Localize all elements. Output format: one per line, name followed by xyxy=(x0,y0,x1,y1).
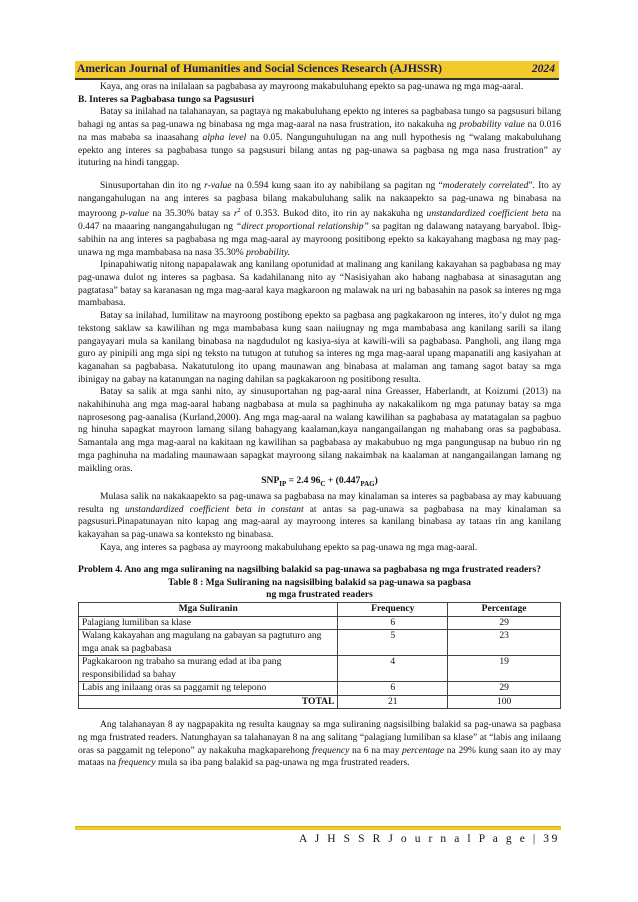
table-cell: 6 xyxy=(338,616,448,630)
table-cell: Palagiang lumiliban sa klase xyxy=(79,616,338,630)
table-cell: 6 xyxy=(338,682,448,696)
table-cell: 23 xyxy=(448,630,561,656)
footer-divider xyxy=(75,826,561,830)
section-heading: B. Interes sa Pagbabasa tungo sa Pagsusuri xyxy=(78,93,255,105)
paragraph: Ipinapahiwatig nitong napapalawak ang kanilang opotunidad at malinang ang kanilang kakayahan sa pagbabasa ng may pag-unawa dulot ng interes sa pagbasa. Sa kadahilanang nito ay “Nasisiyahan ako habang nagbabasa at sinasagutan ang pagtatasa” batay sa karanasan ng mga mag-aaral kaya magkaroon ng malawak na uri ng babasahin na pasok sa interes ng mga mambabasa. xyxy=(78,259,561,309)
table-row xyxy=(79,630,561,656)
table-cell: Pagkakaroon ng trabaho sa murang edad at iba pang responsibilidad sa bahay xyxy=(79,656,338,682)
paragraph: Kaya, ang interes sa pagbasa ay mayroong makabuluhang epekto sa pag-unawa ng mga mag-aaral. xyxy=(100,541,478,553)
table-row xyxy=(79,682,561,696)
problem-heading: Problem 4. Ano ang mga suliraning na nagsilbing balakid sa pag-unawa sa pagbabasa ng mga frustrated readers? xyxy=(78,564,542,576)
table-cell: Labis ang inilaang oras sa paggamit ng telepono xyxy=(79,682,338,696)
table-header-row xyxy=(79,603,561,617)
table-cell: 5 xyxy=(338,630,448,656)
paragraph: Batay sa inilahad na talahanayan, sa pagtaya ng makabuluhang epekto ng interes sa pagbabasa tungo sa pagsusuri bilang bahagi ng antas sa pag-unawa ng binabasa ng mga mag-aaral na nasa frustration, ito nakakuha ng probability value na 0.016 na mas mababa sa inaasahang alpha level na 0.05. Nangunguhulugan na ang null hypothesis ng “walang makabuluhang epekto ang interes sa pagbabasa tungo sa pagsusuri bilang antas ng pag-unawa sa pagbasa ng mga nasa frustration” ay ituturing na hindi tanggap. xyxy=(78,106,562,169)
column-header: Frequency xyxy=(338,603,448,617)
problems-table xyxy=(78,602,561,709)
paragraph: Ang talahanayan 8 ay nagpapakita ng resulta kaugnay sa mga suliraning nagsisilbing balakid sa pag-unawa sa pagbasa ng mga frustrated readers. Natunghayan sa talahanayan 8 na ang salitang “palagiang lumiliban sa klase” at “labis ang inilaang oras sa paggamit ng telepono” ay nakakuha magkaparehong frequency na 6 na may percentage na 29% kung saan ito ay may mataas na frequency mula sa iba pang balakid sa pag-unawa ng mga frustrated readers. xyxy=(78,719,561,769)
page-body xyxy=(78,81,561,770)
paragraph: Sinusuportahan din ito ng r-value na 0.594 kung saan ito ay nabibilang sa pagitan ng “moderately correlated”. Ito ay nangangahulugan na ang interes sa pagbasa bilang makabuluhang salik na nakaapekto sa pag-unawa ng binabasa na mayroong p-value na 35.30% batay sa $r^2$ of 0.353. Bukod dito, ito rin ay nakakuha ng unstandardized coefficient beta na 0.447 na maaaring nangangahulugan ng “direct proportional relationship” sa pagitan ng dalawang natayang baryabol. Ibig-sabihin na ang interes sa pagbabasa ng mga mag-aaral ay mayroong positibong epekto sa kakayahang magbasa ng may pag-unawa ng mga mambabasa na nasa 35.30% probability. xyxy=(78,179,561,258)
paragraph: Kaya, ang oras na inilalaan sa pagbabasa ay mayroong makabuluhang epekto sa pag-unawa ng mga mag-aaral. xyxy=(100,81,524,92)
table-cell: 4 xyxy=(338,656,448,682)
column-header: Mga Suliranin xyxy=(79,603,338,617)
regression-equation: $SNP_{IP} = 2.4$ $96_C + (0.447_{PAG})$ xyxy=(261,475,378,489)
table-cell: Walang kakayahan ang magulang na gabayan sa pagtuturo ang mga anak sa pagbabasa xyxy=(79,630,338,656)
table-caption: Table 8 : Mga Suliraning na nagsisilbing balakid sa pag-unawa sa pagbasa ng mga frustrated readers xyxy=(168,577,471,601)
page-footer: A J H S S R J o u r n a l P a g e | 39 xyxy=(298,833,560,845)
paragraph: Mulasa salik na nakakaapekto sa pag-unawa sa pagbabasa na may kinalaman sa interes sa pagbabasa ay may kabuuang resulta ng unstandardized coefficient beta in constant at antas sa pag-unawa sa pagbabasa na may kinalaman sa pagsusuri.Pinapatunayan nito kapag ang mag-aaral ay mayroong interes sa kanilang binabasa ay tataas rin ang kanilang kakayahan sa pag-unawa sa konteksto ng binabasa. xyxy=(78,490,561,540)
journal-year: 2024 xyxy=(531,62,555,75)
table-cell: 29 xyxy=(448,616,561,630)
table-total-row xyxy=(79,695,561,709)
total-frequency: 21 xyxy=(338,695,448,709)
table-row xyxy=(79,656,561,682)
paragraph: Batay sa salik at mga sanhi nito, ay sinusuportahan ng pag-aaral nina Greasser, Haberlandt, at Koizumi (2013) na nakahihinuha ang mga mag-aaral habang nagbabasa at mula sa paghinuha ay nakakalikom ng mga patunay batay sa mga naprosesong pag-aanalisa (Kurland,2000). Ang mga mag-aaral na walang kawilihan sa pagbabasa ay matatagalan sa pagbuo ng hinuha sapagkat mayroon lamang silang bahagyang kaalaman,kaya nangangailangan ng mahabang oras sa pagbabasa. Samantala ang mga mag-aaral na kakitaan ng kawilihan sa pagbabasa ay makabubuo ng mga pangungusap na bubuo rin ng mga paghinuha na madaling maunawaan sapagkat mayroong silang nakaimbak na kaalaman at nangangailangan lamang ng maikling oras. xyxy=(78,386,561,474)
journal-title: American Journal of Humanities and Social Sciences Research (AJHSSR) xyxy=(77,62,442,75)
paragraph: Batay sa inilahad, lumilitaw na mayroong postibong epekto sa pagbasa ang pagkakaroon ng interes, ito’y dulot ng mga tekstong saklaw sa kawilihan ng mga mambabasa kung saan naiiugnay ng mga mambabasa ang kanilang sarili sa ilang pangayayari mula sa kanilang binabasa na nagdudulot ng kasiya-siya at kawili-wili sa pagbabasa. Pangholi, ang ilang mga guro ay pinipili ang mga sipi ng teksto na tutugon at tutuhog sa interes ng mga mag-aaral upang mapanatili ang kasiyahan at kaganahan sa pagbabasa. Nakatutulong ito upang maunawan ang binabasa at malaman ang tamang sagot batay sa mga ibinigay na gabay na katanungan na naging dahilan sa pagkakaroon ng positibong resulta. xyxy=(78,310,561,385)
table-cell: 19 xyxy=(448,656,561,682)
table-cell: 29 xyxy=(448,682,561,696)
total-label: TOTAL xyxy=(79,695,338,709)
table-row xyxy=(79,616,561,630)
total-percentage: 100 xyxy=(448,695,561,709)
journal-header xyxy=(75,61,559,80)
column-header: Percentage xyxy=(448,603,561,617)
